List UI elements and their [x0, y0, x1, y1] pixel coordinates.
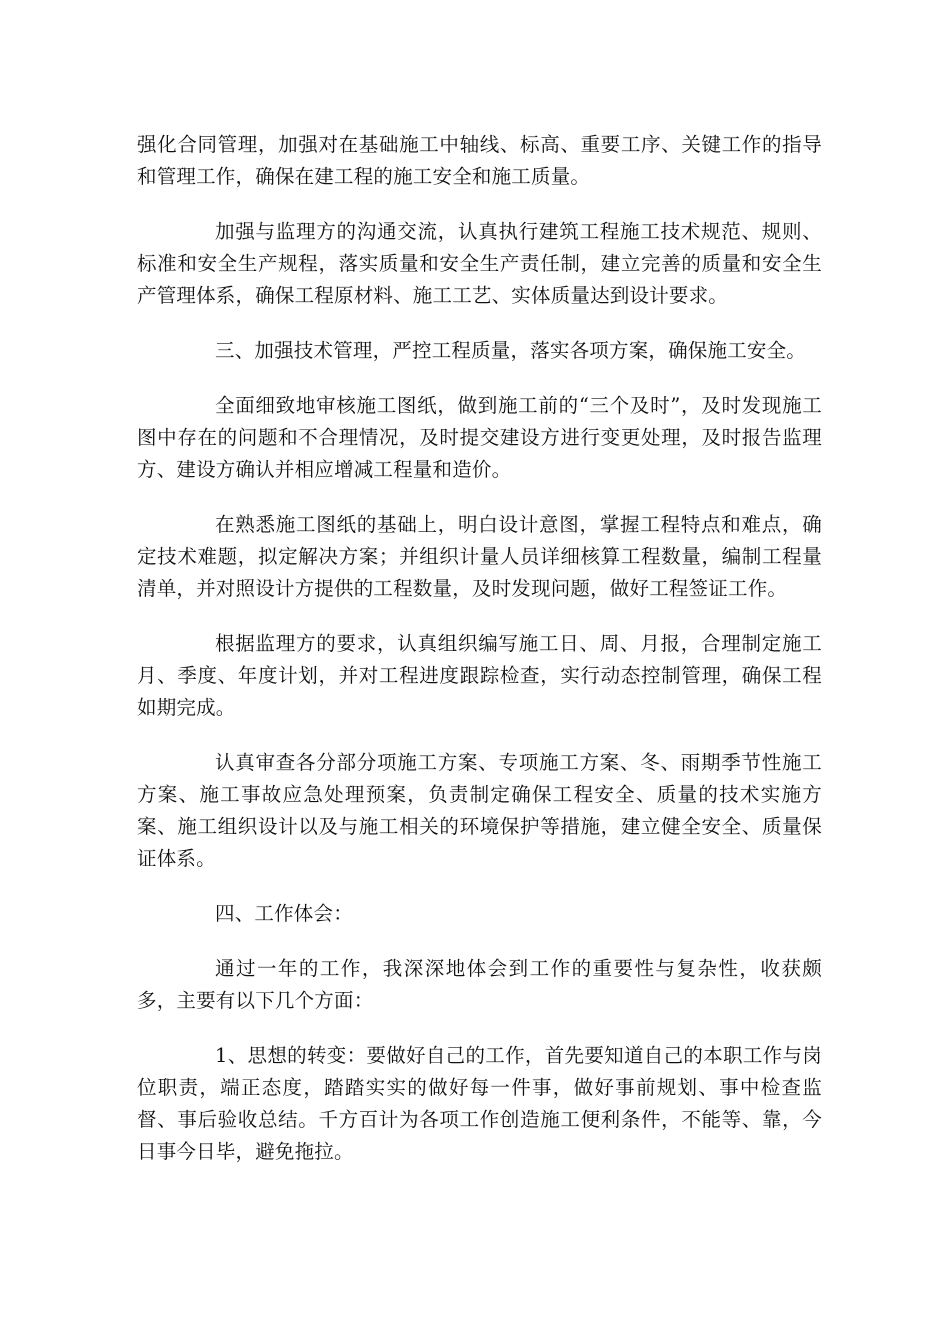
paragraph-progress-reports: 根据监理方的要求，认真组织编写施工日、周、月报，合理制定施工月、季度、年度计划，并对工程进度跟踪检查，实行动态控制管理，确保工程如期完成。: [137, 632, 822, 719]
document-body: [137, 129, 822, 1191]
paragraph-contract-management: 强化合同管理，加强对在基础施工中轴线、标高、重要工序、关键工作的指导和管理工作，确保在建工程的施工安全和施工质量。: [137, 133, 822, 188]
section-heading-work-experience: 四、工作体会：: [215, 902, 353, 925]
paragraph-supervision-communication: 加强与监理方的沟通交流，认真执行建筑工程施工技术规范、规则、标准和安全生产规程，落实质量和安全生产责任制，建立完善的质量和安全生产管理体系，确保工程原材料、施工工艺、实体质量达到设计要求。: [137, 220, 822, 307]
paragraph-year-summary: 通过一年的工作，我深深地体会到工作的重要性与复杂性，收获颇多，主要有以下几个方面：: [137, 957, 822, 1012]
paragraph-mindset-change: 1、思想的转变：要做好自己的工作，首先要知道自己的本职工作与岗位职责，端正态度，踏踏实实的做好每一件事，做好事前规划、事中检查监督、事后验收总结。千方百计为各项工作创造施工便利条件，不能等、靠，今日事今日毕，避免拖拉。: [137, 1044, 822, 1163]
paragraph-construction-plans: 认真审查各分部分项施工方案、专项施工方案、冬、雨期季节性施工方案、施工事故应急处理预案，负责制定确保工程安全、质量的技术实施方案、施工组织设计以及与施工相关的环境保护等措施，建立健全安全、质量保证体系。: [137, 751, 822, 870]
paragraph-drawing-review: 全面细致地审核施工图纸，做到施工前的“三个及时”，及时发现施工图中存在的问题和不合理情况，及时提交建设方进行变更处理，及时报告监理方、建设方确认并相应增减工程量和造价。: [137, 394, 822, 481]
section-heading-technical-management: 三、加强技术管理，严控工程质量，落实各项方案，确保施工安全。: [215, 339, 807, 362]
paragraph-technical-difficulties: 在熟悉施工图纸的基础上，明白设计意图，掌握工程特点和难点，确定技术难题，拟定解决方案；并组织计量人员详细核算工程数量，编制工程量清单，并对照设计方提供的工程数量，及时发现问题，做好工程签证工作。: [137, 513, 822, 600]
